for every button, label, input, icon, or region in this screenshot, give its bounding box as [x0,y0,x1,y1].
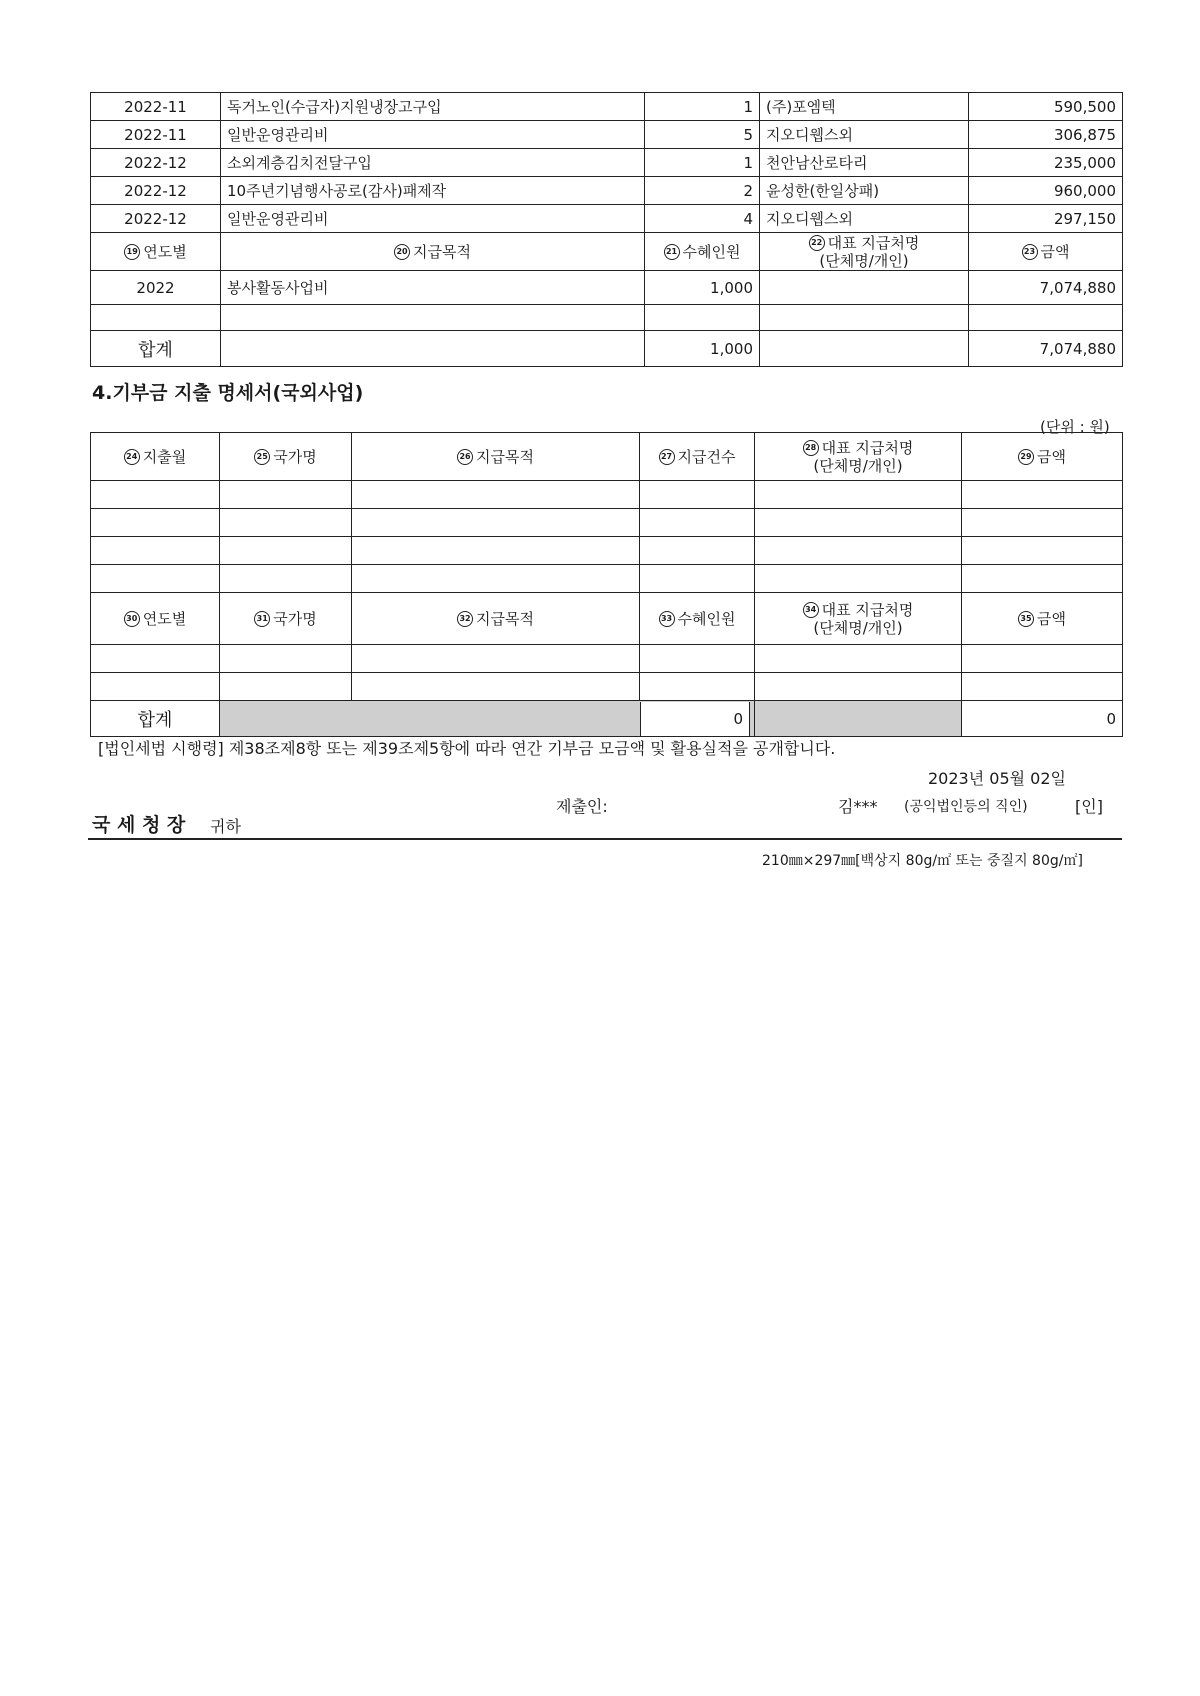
annual-amount: 7,074,880 [969,271,1123,305]
expense-count: 1 [645,149,760,177]
expense-amount: 235,000 [969,149,1123,177]
total-row [91,701,1123,737]
foreign-annual-header-row [91,593,1123,645]
paper-spec: 210㎜×297㎜[백상지 80g/㎡ 또는 중질지 80g/㎡] [762,853,1083,869]
expense-count: 5 [645,121,760,149]
expense-amount: 960,000 [969,177,1123,205]
submitter-label: 제출인: [556,797,608,816]
header-amount: 29 금액 [962,433,1123,481]
header-amount: 35 금액 [962,593,1123,645]
table-row [91,177,1123,205]
table-row [91,93,1123,121]
annual-beneficiaries: 1,000 [645,271,760,305]
annual-header-row [91,233,1123,271]
expense-amount: 306,875 [969,121,1123,149]
empty-row [91,305,1123,331]
seal-mark: [인] [1075,797,1103,816]
expense-month: 2022-12 [91,177,221,205]
annual-purpose: 봉사활동사업비 [221,271,645,305]
empty-row [91,537,1123,565]
empty-row [91,509,1123,537]
expense-payee: 천안남산로타리 [760,149,969,177]
expense-payee: 지오디웹스외 [760,205,969,233]
total-label: 합계 [91,331,221,367]
expense-month: 2022-12 [91,205,221,233]
total-row [91,331,1123,367]
expense-purpose: 일반운영관리비 [221,205,645,233]
footer-divider [88,838,1122,840]
header-payee: 28 대표 지급처명 (단체명/개인) [755,433,962,481]
expense-payee: (주)포엠텍 [760,93,969,121]
table-row [91,149,1123,177]
section4-title: 4.기부금 지출 명세서(국외사업) [92,382,364,404]
expense-purpose: 10주년기념행사공로(감사)패제작 [221,177,645,205]
header-purpose: 32 지급목적 [352,593,640,645]
total-label: 합계 [91,701,220,737]
annual-year: 2022 [91,271,221,305]
header-payee: 22 대표 지급처명 (단체명/개인) [760,233,969,271]
expense-month: 2022-11 [91,93,221,121]
disclosure-statement: [법인세법 시행령] 제38조제8항 또는 제39조제5항에 따라 연간 기부금 모금액 및 활용실적을 공개합니다. [98,739,836,758]
expense-count: 2 [645,177,760,205]
expense-month: 2022-12 [91,149,221,177]
expense-amount: 297,150 [969,205,1123,233]
total-beneficiaries: 1,000 [645,331,760,367]
recipient: 국 세 청 장 [92,814,186,836]
total-amount: 7,074,880 [969,331,1123,367]
expense-purpose: 일반운영관리비 [221,121,645,149]
header-month: 24 지출월 [91,433,220,481]
expense-amount: 590,500 [969,93,1123,121]
empty-row [91,645,1123,673]
table-row [91,205,1123,233]
empty-row [91,565,1123,593]
submission-date: 2023년 05월 02일 [928,769,1066,788]
header-country: 25 국가명 [220,433,352,481]
header-count: 27 지급건수 [640,433,755,481]
table-row [91,121,1123,149]
expense-payee: 지오디웹스외 [760,121,969,149]
header-beneficiaries: 33 수혜인원 [640,593,755,645]
foreign-header-row [91,433,1123,481]
expense-purpose: 소외계층김치전달구입 [221,149,645,177]
header-amount: 23 금액 [969,233,1123,271]
domestic-expense-table [90,92,1123,367]
header-year: 30 연도별 [91,593,220,645]
total-beneficiaries: 0 [640,702,750,736]
expense-count: 4 [645,205,760,233]
expense-count: 1 [645,93,760,121]
annual-row [91,271,1123,305]
empty-row [91,673,1123,701]
expense-month: 2022-11 [91,121,221,149]
annual-payee [760,271,969,305]
empty-row [91,481,1123,509]
shaded-cell [755,701,962,737]
honorific: 귀하 [210,817,241,836]
header-year: 19 연도별 [91,233,221,271]
header-purpose: 26 지급목적 [352,433,640,481]
header-beneficiaries: 21 수혜인원 [645,233,760,271]
expense-purpose: 독거노인(수급자)지원냉장고구입 [221,93,645,121]
header-payee: 34 대표 지급처명 (단체명/개인) [755,593,962,645]
unit-label: (단위 : 원) [1040,418,1110,436]
total-amount: 0 [962,701,1123,737]
submitter-name: 김*** [838,797,878,816]
header-purpose: 20 지급목적 [221,233,645,271]
header-country: 31 국가명 [220,593,352,645]
expense-payee: 윤성한(한일상패) [760,177,969,205]
foreign-expense-table [90,432,1123,737]
submitter-role: (공익법인등의 직인) [904,799,1028,815]
